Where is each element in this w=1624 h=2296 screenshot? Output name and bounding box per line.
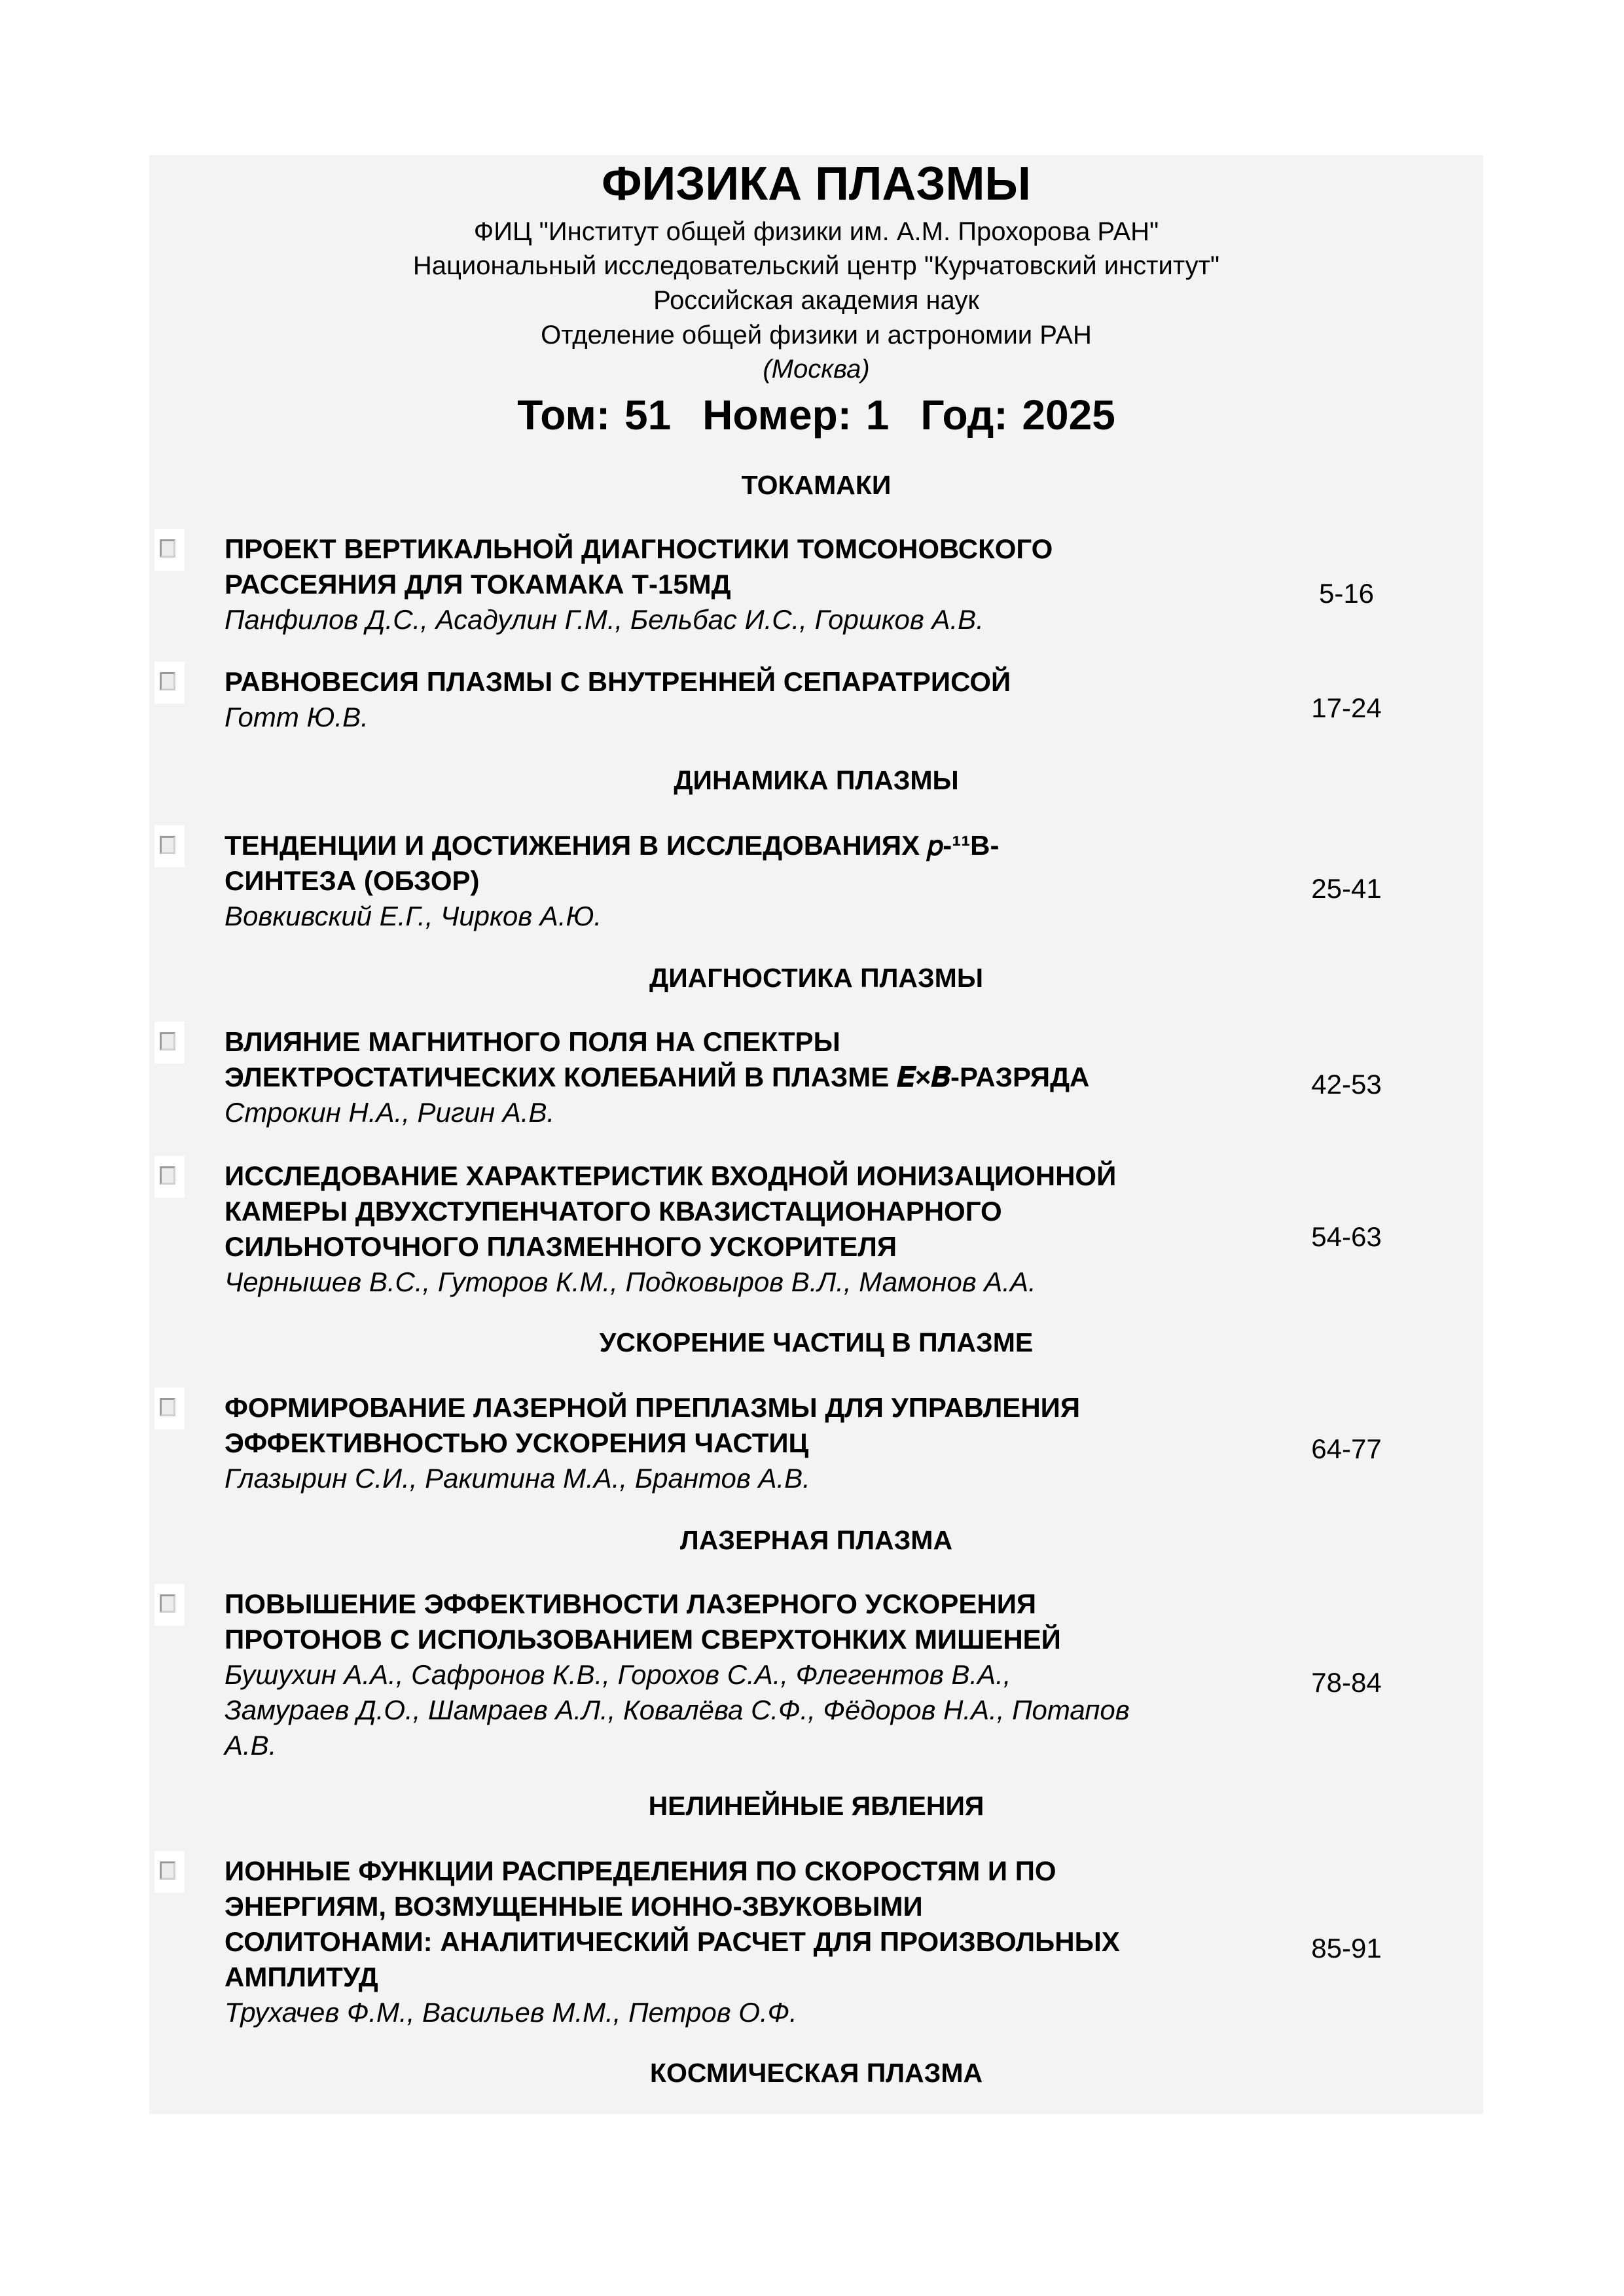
article-authors: Глазырин С.И., Ракитина М.А., Брантов А.В. — [225, 1463, 810, 1494]
article-checkbox[interactable] — [154, 529, 185, 571]
article-title-link[interactable]: ИОННЫЕ ФУНКЦИИ РАСПРЕДЕЛЕНИЯ ПО СКОРОСТЯМ И ПО — [225, 1856, 1056, 1886]
article-title-link[interactable]: КАМЕРЫ ДВУХСТУПЕНЧАТОГО КВАЗИСТАЦИОНАРНОГО — [225, 1196, 1002, 1227]
year: Год: 2025 — [920, 391, 1115, 439]
article-title-link[interactable]: РАВНОВЕСИЯ ПЛАЗМЫ С ВНУТРЕННЕЙ СЕПАРАТРИСОЙ — [225, 666, 1011, 697]
article-authors: Замураев Д.О., Шамраев А.Л., Ковалёва С.Ф., Фёдоров Н.А., Потапов — [225, 1695, 1130, 1725]
article-title-link[interactable]: ЭЛЕКТРОСТАТИЧЕСКИХ КОЛЕБАНИЙ В ПЛАЗМЕ 𝑬×𝑩-РАЗРЯДА — [225, 1062, 1090, 1092]
publisher-line: Отделение общей физики и астрономии РАН — [541, 321, 1092, 350]
section-heading: НЕЛИНЕЙНЫЕ ЯВЛЕНИЯ — [648, 1791, 984, 1821]
article-checkbox[interactable] — [154, 662, 185, 704]
article-authors: Чернышев В.С., Гуторов К.М., Подковыров В.Л., Мамонов А.А. — [225, 1266, 1036, 1297]
checkbox-icon — [160, 1398, 175, 1416]
article-pages: 25-41 — [1311, 873, 1382, 904]
article-pages: 78-84 — [1311, 1667, 1382, 1698]
section-heading: ДИНАМИКА ПЛАЗМЫ — [674, 765, 959, 795]
journal-title: ФИЗИКА ПЛАЗМЫ — [602, 158, 1031, 210]
volume: Том: 51 — [517, 391, 672, 439]
checkbox-icon — [160, 539, 175, 558]
publisher-line: ФИЦ "Институт общей физики им. А.М. Прохорова РАН" — [473, 217, 1159, 246]
checkbox-icon — [160, 836, 175, 854]
number: Номер: 1 — [702, 391, 890, 439]
article-title-link[interactable]: СИЛЬНОТОЧНОГО ПЛАЗМЕННОГО УСКОРИТЕЛЯ — [225, 1231, 897, 1262]
publisher-line: Национальный исследовательский центр "Курчатовский институт" — [412, 251, 1220, 280]
section-heading: УСКОРЕНИЕ ЧАСТИЦ В ПЛАЗМЕ — [599, 1327, 1034, 1357]
article-checkbox[interactable] — [154, 825, 185, 867]
article-authors: Трухачев Ф.М., Васильев М.М., Петров О.Ф. — [225, 1997, 797, 2028]
publisher-line: Российская академия наук — [653, 286, 979, 315]
article-pages: 17-24 — [1311, 692, 1382, 723]
article-authors: Вовкивский Е.Г., Чирков А.Ю. — [225, 901, 602, 931]
article-checkbox[interactable] — [154, 1388, 185, 1429]
article-title-link[interactable]: ТЕНДЕНЦИИ И ДОСТИЖЕНИЯ В ИССЛЕДОВАНИЯХ 𝑝-¹¹B- — [225, 830, 1000, 861]
article-title-link[interactable]: ПРОЕКТ ВЕРТИКАЛЬНОЙ ДИАГНОСТИКИ ТОМСОНОВСКОГО — [225, 533, 1053, 564]
article-title-link[interactable]: ПРОТОНОВ С ИСПОЛЬЗОВАНИЕМ СВЕРХТОНКИХ МИШЕНЕЙ — [225, 1624, 1061, 1655]
article-pages: 5-16 — [1318, 578, 1375, 609]
checkbox-icon — [160, 1166, 175, 1185]
checkbox-icon — [160, 672, 175, 691]
article-title-link[interactable]: ЭФФЕКТИВНОСТЬЮ УСКОРЕНИЯ ЧАСТИЦ — [225, 1427, 809, 1458]
article-authors: Строкин Н.А., Ригин А.В. — [225, 1097, 555, 1128]
article-title-link[interactable]: РАССЕЯНИЯ ДЛЯ ТОКАМАКА Т-15МД — [225, 569, 731, 600]
article-pages: 64-77 — [1311, 1433, 1382, 1464]
article-authors: Готт Ю.В. — [225, 702, 369, 732]
article-title-link[interactable]: ИССЛЕДОВАНИЕ ХАРАКТЕРИСТИК ВХОДНОЙ ИОНИЗАЦИОННОЙ — [225, 1160, 1117, 1191]
section-heading: ДИАГНОСТИКА ПЛАЗМЫ — [649, 963, 983, 993]
section-heading: ЛАЗЕРНАЯ ПЛАЗМА — [679, 1525, 953, 1555]
issue-info — [149, 391, 1483, 439]
article-title-link[interactable]: АМПЛИТУД — [225, 1962, 378, 1992]
article-authors: Панфилов Д.С., Асадулин Г.М., Бельбас И.С., Горшков А.В. — [225, 604, 984, 635]
article-checkbox[interactable] — [154, 1584, 185, 1626]
article-pages: 54-63 — [1311, 1221, 1382, 1252]
article-title-link[interactable]: СОЛИТОНАМИ: АНАЛИТИЧЕСКИЙ РАСЧЕТ ДЛЯ ПРОИЗВОЛЬНЫХ — [225, 1926, 1120, 1957]
article-pages: 85-91 — [1311, 1933, 1382, 1964]
article-pages: 42-53 — [1311, 1069, 1382, 1100]
section-heading: КОСМИЧЕСКАЯ ПЛАЗМА — [649, 2058, 983, 2088]
article-title-link[interactable]: ФОРМИРОВАНИЕ ЛАЗЕРНОЙ ПРЕПЛАЗМЫ ДЛЯ УПРАВЛЕНИЯ — [225, 1392, 1081, 1423]
article-checkbox[interactable] — [154, 1156, 185, 1198]
checkbox-icon — [160, 1861, 175, 1880]
article-checkbox[interactable] — [154, 1022, 185, 1064]
article-authors: А.В. — [225, 1730, 277, 1761]
article-title-link[interactable]: ВЛИЯНИЕ МАГНИТНОГО ПОЛЯ НА СПЕКТРЫ — [225, 1026, 840, 1057]
section-heading: ТОКАМАКИ — [741, 470, 892, 500]
article-authors: Бушухин А.А., Сафронов К.В., Горохов С.А., Флегентов В.А., — [225, 1659, 1011, 1690]
checkbox-icon — [160, 1032, 175, 1050]
article-title-link[interactable]: ЭНЕРГИЯМ, ВОЗМУЩЕННЫЕ ИОННО-ЗВУКОВЫМИ — [225, 1891, 923, 1922]
article-checkbox[interactable] — [154, 1851, 185, 1893]
article-title-link[interactable]: ПОВЫШЕНИЕ ЭФФЕКТИВНОСТИ ЛАЗЕРНОГО УСКОРЕНИЯ — [225, 1588, 1037, 1619]
city: (Москва) — [763, 355, 870, 384]
article-title-link[interactable]: СИНТЕЗА (ОБЗОР) — [225, 865, 480, 896]
checkbox-icon — [160, 1594, 175, 1613]
